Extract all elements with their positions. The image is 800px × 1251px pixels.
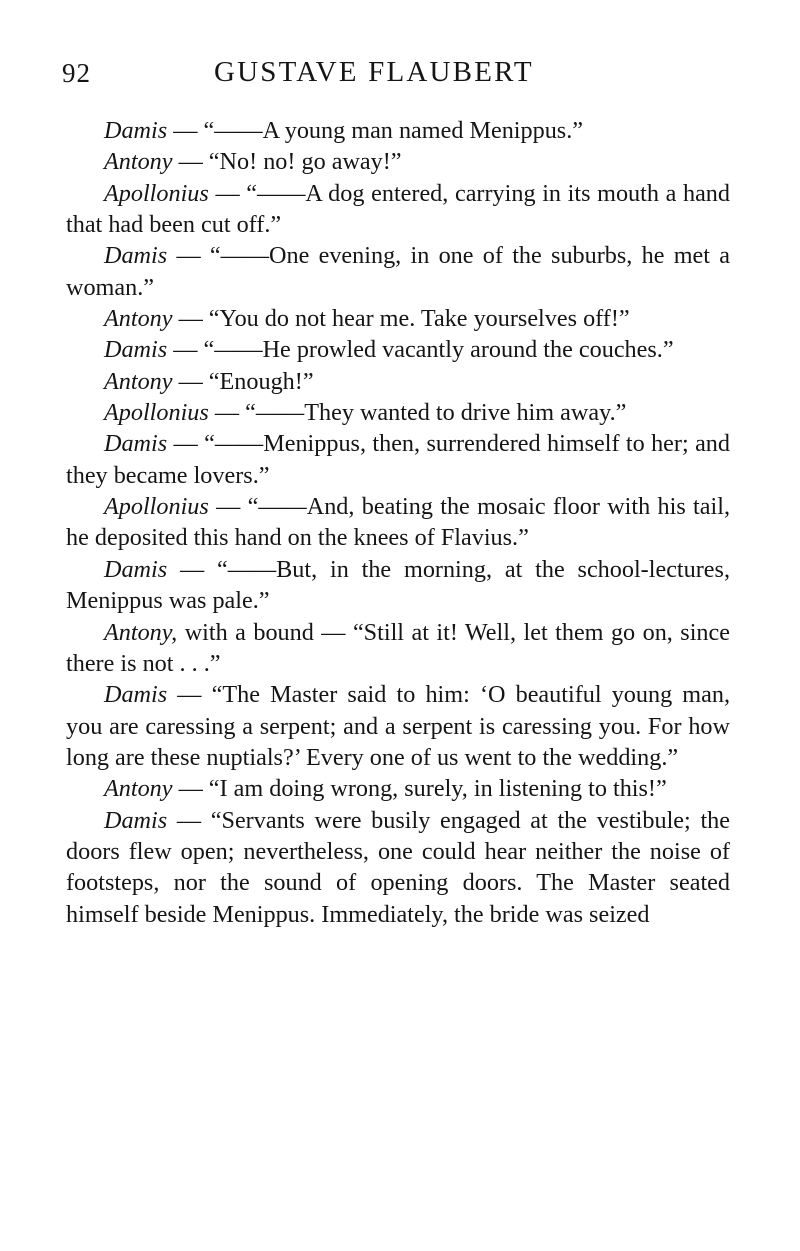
dialogue-text: — “——And, beating the mosaic floor with his tail, he deposited this hand on the knees of Flavius.”	[66, 493, 730, 552]
speaker-name: Damis	[104, 242, 168, 270]
dialogue-text: — “——Menippus, then, surrendered himself to her; and they became lovers.”	[66, 430, 730, 489]
page-header	[62, 56, 730, 96]
dialogue-text: — “——He prowled vacantly around the couches.”	[167, 336, 674, 364]
dialogue-paragraph	[66, 491, 730, 554]
dialogue-paragraph	[66, 115, 730, 146]
dialogue-paragraph	[66, 397, 730, 428]
speaker-name: Apollonius	[104, 179, 209, 207]
dialogue-text: — “Servants were busily engaged at the vestibule; the doors flew open; nevertheless, one could hear neither the noise of footsteps, nor the sound of opening doors. The Master seated himself beside Menippus. Immediately, the bride was seized	[66, 806, 730, 928]
dialogue-paragraph	[66, 805, 730, 930]
speaker-name: Antony	[104, 148, 173, 176]
dialogue-paragraph	[66, 178, 730, 241]
dialogue-text: — “——One evening, in one of the suburbs, he met a woman.”	[66, 242, 730, 301]
dialogue-text: — “——They wanted to drive him away.”	[208, 399, 627, 427]
dialogue-text: — “——A dog entered, carrying in its mouth a hand that had been cut off.”	[66, 179, 730, 239]
dialogue-text: with a bound — “Still at it! Well, let them go on, since there is not . . .”	[66, 618, 730, 677]
dialogue-text: — “——But, in the morning, at the school-lectures, Menippus was pale.”	[66, 555, 730, 615]
speaker-name: Antony,	[104, 618, 178, 646]
speaker-name: Damis	[104, 555, 168, 583]
dialogue-paragraph	[66, 366, 730, 397]
dialogue-text: — “You do not hear me. Take yourselves off!”	[172, 305, 630, 333]
speaker-name: Antony	[104, 367, 173, 395]
dialogue-text: — “No! no! go away!”	[172, 148, 402, 176]
dialogue-text: — “Enough!”	[172, 367, 314, 395]
speaker-name: Damis	[104, 336, 168, 364]
dialogue-paragraph	[66, 240, 730, 303]
page-number: 92	[62, 58, 91, 88]
dialogue-paragraph	[66, 334, 730, 365]
speaker-name: Apollonius	[104, 399, 209, 427]
dialogue-text: — “I am doing wrong, surely, in listening to this!”	[172, 775, 667, 803]
speaker-name: Antony	[104, 775, 173, 803]
body-text	[66, 115, 730, 930]
dialogue-text: — “The Master said to him: ‘O beautiful young man, you are caressing a serpent; and a serpent is caressing you. For how long are these nuptials?’ Every one of us went to the wedding.”	[66, 681, 730, 771]
running-title: GUSTAVE FLAUBERT	[214, 56, 534, 88]
speaker-name: Apollonius	[104, 493, 209, 521]
dialogue-paragraph	[66, 554, 730, 617]
dialogue-paragraph	[66, 617, 730, 680]
speaker-name: Damis	[104, 430, 168, 458]
dialogue-text: — “——A young man named Menippus.”	[167, 117, 584, 144]
speaker-name: Damis	[104, 681, 168, 709]
dialogue-paragraph	[66, 146, 730, 177]
dialogue-paragraph	[66, 303, 730, 334]
dialogue-paragraph	[66, 428, 730, 491]
speaker-name: Damis	[104, 117, 168, 144]
speaker-name: Damis	[104, 806, 168, 834]
speaker-name: Antony	[104, 305, 173, 333]
dialogue-paragraph	[66, 773, 730, 804]
dialogue-paragraph	[66, 679, 730, 773]
